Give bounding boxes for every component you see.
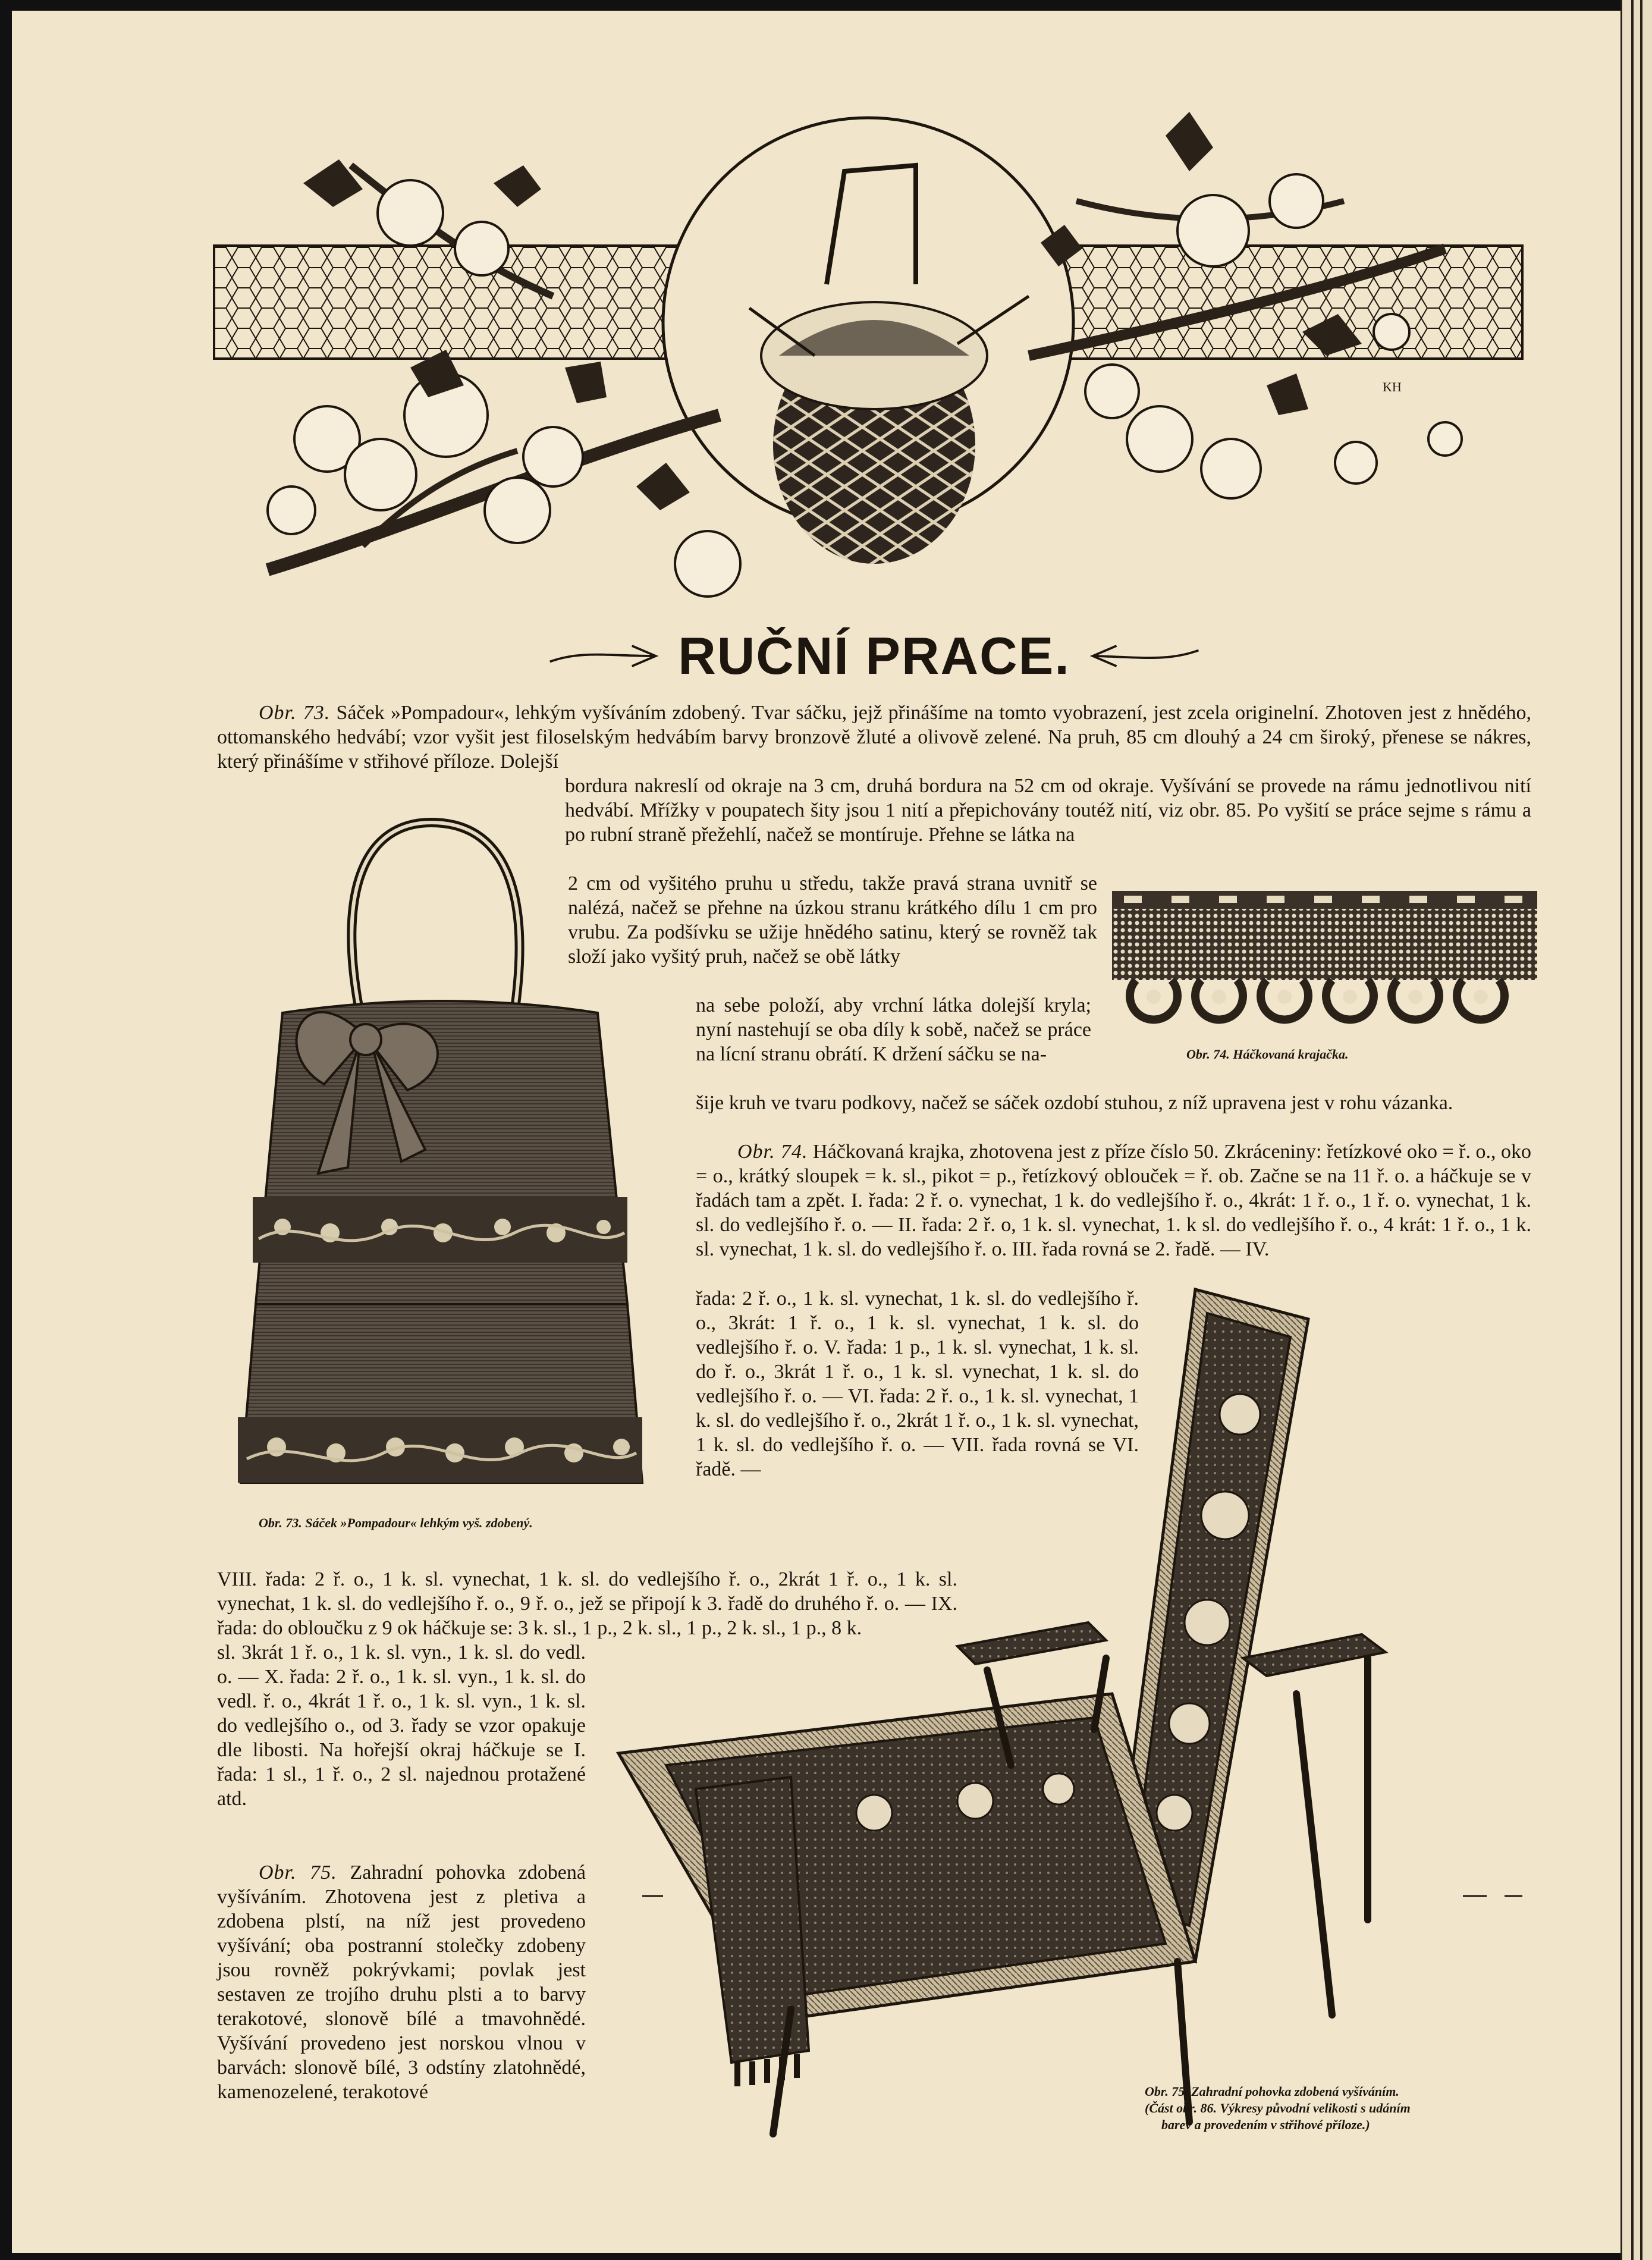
page-edge — [1620, 0, 1652, 2260]
fig74-ref: Obr. 74. — [737, 1141, 808, 1163]
article-p2 — [696, 1140, 1531, 1261]
fig73-ref: Obr. 73. — [259, 702, 331, 724]
article-p1 — [217, 701, 1531, 774]
crochet-lace-icon — [1112, 891, 1537, 1037]
floral-basket-header-icon — [184, 106, 1552, 605]
left-ornament-arrow-icon — [547, 638, 660, 674]
title-row — [547, 623, 1201, 689]
fig75-ref: Obr. 75. — [259, 1862, 337, 1884]
article-p1d: na sebe položí, aby vrchní látka dolejší kryla; nyní nastehují se oba díly k sobě, načež se práce na lícní stranu obrátí. K držení sáčku se na- — [696, 994, 1091, 1065]
fig74-caption: Obr. 74. Háčkovaná krajačka. — [1186, 1047, 1349, 1062]
fig75-caption-line2: (Část obr. 86. Výkresy původní velikosti s udáním — [1145, 2101, 1411, 2115]
article-p1c: 2 cm od vyšitého pruhu u středu, takže pravá strana uvnitř se nalézá, načež se přehne na úzkou stranu krátkého dílu 1 cm pro vrubu. Za podšívku se užije hnědého satinu, který se rovněž tak složí jako vyšitý pruh, načež se obě látky — [568, 872, 1097, 968]
article-p2d: sl. 3krát 1 ř. o., 1 k. sl. vyn., 1 k. sl. do vedl. o. — X. řada: 2 ř. o., 1 k. sl. vyn., 1 k. sl. do vedl. ř. o., 4krát 1 ř. o., 1 k. sl. vyn., 1 k. sl. do vedlejšího o., od 3. řady se vzor opakuje dle libosti. Na hořejší okraj háčkuje se I. řada: 1 sl., 1 ř. o., 2 sl. najednou protažené atd. — [217, 1641, 586, 1810]
right-ornament-arrow-icon — [1088, 638, 1201, 674]
monogram: KH — [1383, 379, 1402, 394]
fig75-caption — [1145, 2083, 1573, 2133]
article-p2b: řada: 2 ř. o., 1 k. sl. vynechat, 1 k. sl. do vedlejšího ř. o., 3krát: 1 ř. o., 1 k. sl. vynechat, 1 k. sl. do vedlejšího ř. o. V. řada: 1 p., 1 k. sl. vynechat, 1 k. sl. do ř. o., 3krát 1 ř. o., 1 k. sl. vynechat, 1 k. sl. do vedlejšího ř. o. — VI. řada: 2 ř. o., 1 k. sl. vynechat, 1 k. sl. do vedlejšího ř. o., 2krát 1 ř. o., 1 k. sl. vynechat, 1 k. sl. do vedlejšího ř. o. — VII. řada rovná se VI. řadě. — — [696, 1288, 1139, 1480]
p1-text: Sáček »Pompadour«, lehkým vyšíváním zdobený. Tvar sáčku, jejž přinášíme na tomto vyobrazení, jest zcela originelní. Zhotoven jest z hnědého, ottomanského hedvábí; vzor vyšit jest filoselským hedvábím barvy bronzově žluté a olivově zelené. Na pruh, 85 cm dlouhý a 24 cm široký, přenese se nákres, který přinášíme v střihové příloze. Dolejší — [217, 702, 1531, 773]
p3-text: Zahradní pohovka zdobená vyšíváním. Zhotovena jest z pletiva a zdobena plstí, na níž jest provedeno vyšívání; oba postranní stolečky zdobeny jsou rovněž pokrývkami; povlak jest sestaven ze trojího druhu plsti a to barvy terakotové, slonově bílé a tmavohnědé. Vyšívání provedeno jest norskou vlnou v barvách: slonově bílé, 3 odstíny zlatohnědé, kamenozelené, terakotové — [217, 1862, 586, 2103]
fig73-caption: Obr. 73. Sáček »Pompadour« lehkým vyš. zdobený. — [259, 1515, 533, 1530]
article-p3 — [217, 1860, 586, 2104]
fig75-caption-line3: barev a provedením v střihové příloze.) — [1161, 2117, 1370, 2132]
fig75-caption-line1: Obr. 75. Zahradní pohovka zdobená vyšíváním. — [1145, 2084, 1399, 2099]
article-p1e: šije kruh ve tvaru podkovy, načež se sáček ozdobí stuhou, z níž upravena jest v rohu vázanka. — [696, 1092, 1453, 1114]
p2-text: Háčkovaná krajka, zhotovena jest z příze číslo 50. Zkráceniny: řetízkové oko = ř. o., oko = o., krátký sloupek = k. sl., pikot = p., řetízkový oblouček = ř. ob. Začne se na 11 ř. o. a háčkuje se v řadách tam a zpět. I. řada: 2 ř. o. vynechat, 1 k. do vedlejšího ř. o., 4krát: 1 ř. o., 1 ř. o. vynechat, 1 k. sl. do vedlejšího ř. o. — II. řada: 2 ř. o, 1 k. sl. vynechat, 1. k sl. do vedlejšího ř. o., 4 krát: 1 ř. o., 1 k. sl. vynechat, 1 k. sl. do vedlejšího ř. o. III. řada rovná se 2. řadě. — IV. — [696, 1141, 1531, 1260]
article-p2c: VIII. řada: 2 ř. o., 1 k. sl. vynechat, 1 k. sl. do vedlejšího ř. o., 2krát 1 ř. o., 1 k. sl. vynechat, 1 k. sl. do vedlejšího ř. o., 9 ř. o., jež se připojí k 3. řadě do druhého ř. o. — IX. řada: do obloučku z 9 ok háčkuje se: 3 k. sl., 1 p., 2 k. sl., 1 p., 2 k. sl., 1 p., 8 k. — [217, 1568, 957, 1639]
magazine-page — [12, 11, 1620, 2253]
article-p1b: bordura nakreslí od okraje na 3 cm, druhá bordura na 52 cm od okraje. Vyšívání se provede na rámu jednotlivou nití hedvábí. Mřížky v poupatech šity jsou 1 nití a přepichovány toutéž nití, viz obr. 85. Po vyšití se práce sejme s rámu a po rubní straně přežehlí, načež se montíruje. Přehne se látka na — [565, 775, 1531, 846]
garden-chaise-lounge-icon — [595, 1277, 1552, 2146]
page-title: RUČNÍ PRACE. — [678, 626, 1070, 685]
